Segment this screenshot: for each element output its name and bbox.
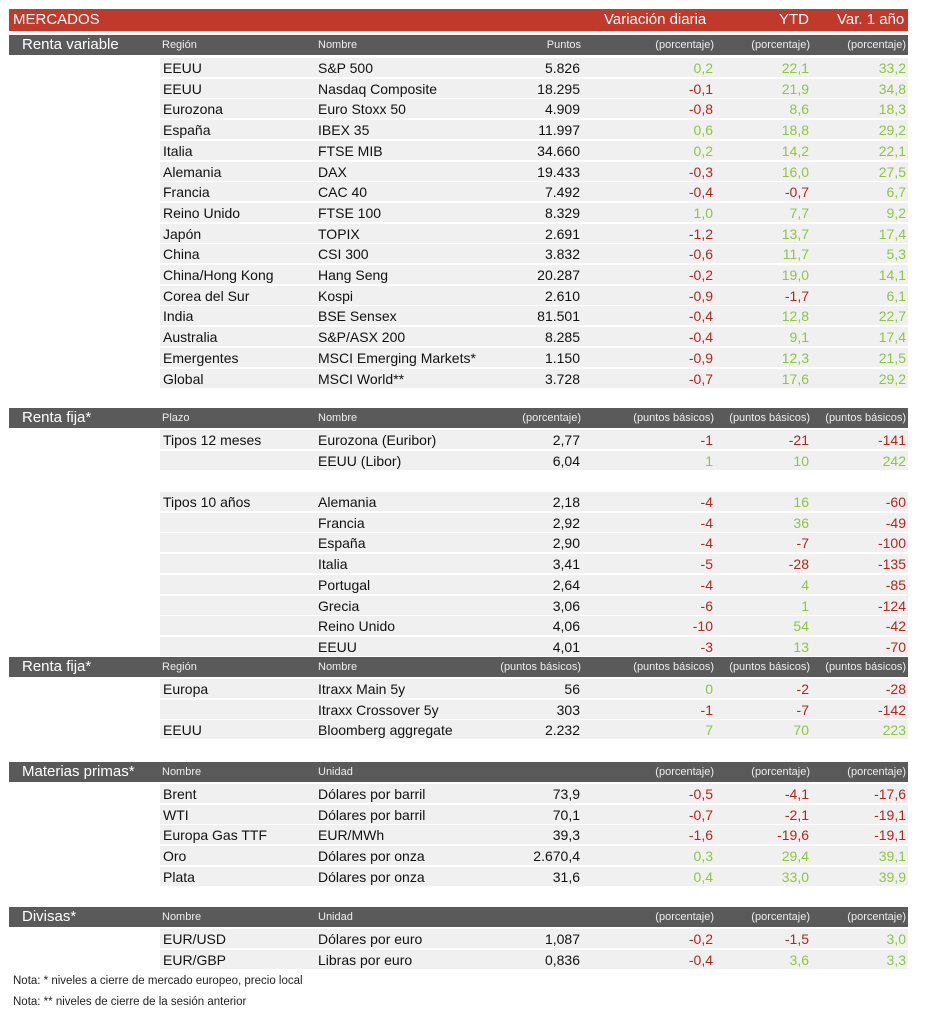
fx-section-header <box>9 907 908 927</box>
rates-cell-1: EEUU (Libor) <box>318 452 402 469</box>
fx-cell-1: Libras por euro <box>318 951 413 968</box>
credit-col-header-0: Región <box>162 661 197 673</box>
rates-cell-3: -1 <box>700 432 713 448</box>
commodities-col-header-4: (porcentaje) <box>751 766 810 778</box>
commodities-table-row <box>160 824 908 844</box>
equities-cell-1: FTSE 100 <box>318 204 382 221</box>
equities-cell-4: 13,7 <box>781 225 809 242</box>
credit-table-row <box>160 699 908 719</box>
equities-cell-1: Nasdaq Composite <box>318 80 438 97</box>
equities-cell-0: Alemania <box>163 163 222 180</box>
equities-cell-2: 20.287 <box>537 267 580 283</box>
equities-cell-2: 18.295 <box>537 80 580 97</box>
equities-table-row <box>160 57 908 77</box>
credit-cell-0: Europa <box>163 681 209 697</box>
credit-cell-4: 70 <box>793 722 809 739</box>
equities-cell-0: EEUU <box>163 60 202 76</box>
credit-cell-4: -2 <box>796 681 809 697</box>
credit-table-row <box>160 719 908 739</box>
equities-cell-4: 7,7 <box>789 204 809 221</box>
equities-cell-1: Euro Stoxx 50 <box>318 101 406 118</box>
rates-cell-3: -6 <box>700 597 713 614</box>
rates-cell-1: Italia <box>318 556 348 573</box>
fx-cell-3: -0,2 <box>688 931 713 947</box>
equities-cell-0: Italia <box>163 142 193 159</box>
equities-cell-4: 22,1 <box>781 60 809 76</box>
rates-cell-2: 4,06 <box>552 618 580 635</box>
credit-cell-2: 303 <box>556 701 580 718</box>
credit-title: Renta fija* <box>22 658 92 675</box>
equities-cell-3: -0,1 <box>688 80 713 97</box>
equities-cell-3: 1,0 <box>693 204 713 221</box>
rates-col-header-5: (puntos básicos) <box>825 412 906 424</box>
commodities-cell-1: Dólares por barril <box>318 806 426 823</box>
equities-table-row <box>160 140 908 160</box>
rates-table-row <box>160 615 908 635</box>
commodities-cell-2: 39,3 <box>552 827 580 844</box>
equities-cell-1: S&P 500 <box>318 60 374 76</box>
equities-cell-5: 34,8 <box>878 80 906 97</box>
fx-cell-3: -0,4 <box>688 951 713 968</box>
equities-cell-0: España <box>163 122 211 139</box>
equities-cell-5: 22,1 <box>878 142 906 159</box>
rates-table-row <box>160 595 908 615</box>
commodities-cell-1: Dólares por onza <box>318 848 425 865</box>
rates-cell-5: 242 <box>882 452 906 469</box>
rates-cell-4: -7 <box>796 535 809 552</box>
equities-cell-1: DAX <box>318 163 347 180</box>
equities-cell-0: EEUU <box>163 80 202 97</box>
rates-col-header-1: Nombre <box>318 412 358 424</box>
commodities-cell-0: Brent <box>163 786 197 802</box>
equities-cell-4: 17,6 <box>781 370 809 387</box>
equities-table-row <box>160 347 908 367</box>
commodities-cell-4: -4,1 <box>784 786 809 802</box>
fx-col-header-1: Unidad <box>318 911 353 923</box>
rates-cell-4: 10 <box>793 452 809 469</box>
equities-cell-2: 34.660 <box>537 142 580 159</box>
rates-cell-1: Reino Unido <box>318 618 396 635</box>
commodities-cell-4: 29,4 <box>781 848 809 865</box>
rates-cell-1: Grecia <box>318 597 360 614</box>
credit-cell-5: 223 <box>882 722 906 739</box>
commodities-cell-5: -17,6 <box>874 786 906 802</box>
equities-table-row <box>160 119 908 139</box>
rates-cell-4: 13 <box>793 638 809 655</box>
commodities-cell-2: 73,9 <box>552 786 580 802</box>
rates-cell-3: -4 <box>700 494 713 510</box>
equities-cell-0: Global <box>163 370 204 387</box>
rates-cell-5: -135 <box>877 556 906 573</box>
rates-cell-1: Portugal <box>318 576 371 593</box>
equities-cell-4: -0,7 <box>784 184 809 201</box>
footnote-1: Nota: * niveles a cierre de mercado europeo, precio local <box>13 975 303 987</box>
rates-col-header-2: (porcentaje) <box>522 412 581 424</box>
fx-cell-2: 1,087 <box>544 931 580 947</box>
commodities-col-header-5: (porcentaje) <box>847 766 906 778</box>
equities-cell-0: Emergentes <box>163 349 239 366</box>
equities-cell-5: 29,2 <box>878 122 906 139</box>
rates-cell-5: -70 <box>885 638 906 655</box>
credit-cell-5: -28 <box>885 681 906 697</box>
rates-table-row <box>160 429 908 449</box>
rates-cell-0: Tipos 10 años <box>163 494 251 510</box>
credit-cell-0: EEUU <box>163 722 202 739</box>
equities-cell-0: Corea del Sur <box>163 287 250 304</box>
equities-table-row <box>160 161 908 181</box>
commodities-table-row <box>160 845 908 865</box>
rates-cell-1: EEUU <box>318 638 357 655</box>
equities-cell-0: Francia <box>163 184 210 201</box>
credit-col-header-2: (puntos básicos) <box>500 661 581 673</box>
credit-col-header-1: Nombre <box>318 661 358 673</box>
commodities-col-header-1: Unidad <box>318 766 353 778</box>
equities-cell-1: S&P/ASX 200 <box>318 329 406 346</box>
equities-cell-5: 9,2 <box>886 204 906 221</box>
rates-cell-2: 2,18 <box>552 494 580 510</box>
equities-cell-4: -1,7 <box>784 287 809 304</box>
equities-cell-3: 0,2 <box>693 60 713 76</box>
equities-cell-4: 16,0 <box>781 163 809 180</box>
equities-cell-5: 17,4 <box>878 329 906 346</box>
commodities-cell-0: Plata <box>163 868 195 885</box>
equities-col-header-3: (porcentaje) <box>655 39 714 51</box>
equities-cell-3: -0,4 <box>688 308 713 325</box>
rates-cell-3: -10 <box>692 618 713 635</box>
equities-cell-2: 8.285 <box>544 329 580 346</box>
equities-cell-5: 22,7 <box>878 308 906 325</box>
equities-section-header <box>9 35 908 55</box>
commodities-cell-0: Oro <box>163 848 187 865</box>
equities-col-header-1: Nombre <box>318 39 358 51</box>
equities-title: Renta variable <box>22 36 119 53</box>
equities-cell-1: CAC 40 <box>318 184 368 201</box>
commodities-cell-3: -0,7 <box>688 806 713 823</box>
equities-cell-4: 9,1 <box>789 329 809 346</box>
equities-cell-3: -1,2 <box>688 225 713 242</box>
rates-cell-3: -5 <box>700 556 713 573</box>
fx-table-row <box>160 928 908 948</box>
fx-cell-4: 3,6 <box>789 951 809 968</box>
credit-cell-3: 0 <box>705 681 713 697</box>
equities-cell-1: BSE Sensex <box>318 308 397 325</box>
report-header <box>9 9 908 31</box>
equities-cell-0: Australia <box>163 329 218 346</box>
equities-cell-3: -0,3 <box>688 163 713 180</box>
commodities-cell-3: -0,5 <box>688 786 713 802</box>
credit-cell-2: 56 <box>564 681 580 697</box>
equities-cell-5: 5,3 <box>886 246 906 263</box>
credit-section-header <box>9 657 908 677</box>
equities-table-row <box>160 368 908 388</box>
commodities-cell-3: 0,3 <box>693 848 713 865</box>
rates-table-row <box>160 636 908 656</box>
rates-cell-4: 1 <box>801 597 809 614</box>
equities-col-header-4: (porcentaje) <box>751 39 810 51</box>
col-header-year: Var. 1 año <box>837 11 905 28</box>
equities-cell-0: Japón <box>163 225 202 242</box>
credit-cell-4: -7 <box>796 701 809 718</box>
rates-cell-2: 2,77 <box>552 432 580 448</box>
rates-cell-4: -28 <box>788 556 809 573</box>
commodities-cell-1: Dólares por onza <box>318 868 425 885</box>
rates-cell-5: -141 <box>877 432 906 448</box>
rates-cell-3: -4 <box>700 514 713 531</box>
commodities-col-header-0: Nombre <box>162 766 202 778</box>
equities-cell-4: 21,9 <box>781 80 809 97</box>
equities-table-row <box>160 202 908 222</box>
equities-cell-1: FTSE MIB <box>318 142 383 159</box>
equities-cell-0: China <box>163 246 200 263</box>
equities-cell-3: -0,6 <box>688 246 713 263</box>
rates-cell-1: Eurozona (Euribor) <box>318 432 437 448</box>
equities-cell-4: 11,7 <box>782 246 809 263</box>
footnote-2: Nota: ** niveles de cierre de la sesión anterior <box>13 996 247 1008</box>
rates-cell-5: -85 <box>885 576 906 593</box>
commodities-cell-4: 33,0 <box>781 868 809 885</box>
commodities-table-row <box>160 804 908 824</box>
rates-cell-4: -21 <box>788 432 809 448</box>
equities-table-row <box>160 243 908 263</box>
rates-cell-2: 2,90 <box>552 535 580 552</box>
equities-cell-1: MSCI Emerging Markets* <box>318 349 476 366</box>
rates-cell-2: 2,64 <box>552 576 580 593</box>
rates-cell-4: 16 <box>793 494 809 510</box>
equities-col-header-5: (porcentaje) <box>847 39 906 51</box>
equities-cell-2: 19.433 <box>537 163 580 180</box>
rates-cell-1: Francia <box>318 514 365 531</box>
equities-cell-4: 18,8 <box>781 122 809 139</box>
commodities-cell-1: EUR/MWh <box>318 827 385 844</box>
equities-cell-5: 33,2 <box>878 60 906 76</box>
commodities-cell-3: 0,4 <box>693 868 713 885</box>
rates-cell-5: -42 <box>885 618 906 635</box>
equities-cell-2: 8.329 <box>544 204 580 221</box>
rates-table-row <box>160 574 908 594</box>
equities-cell-2: 4.909 <box>544 101 580 118</box>
equities-cell-0: Reino Unido <box>163 204 241 221</box>
rates-cell-5: -124 <box>877 597 906 614</box>
rates-cell-2: 3,41 <box>552 556 580 573</box>
equities-cell-2: 3.728 <box>544 370 580 387</box>
fx-title: Divisas* <box>22 908 77 925</box>
equities-cell-1: MSCI World** <box>318 370 405 387</box>
commodities-cell-4: -2,1 <box>784 806 809 823</box>
commodities-col-header-3: (porcentaje) <box>655 766 714 778</box>
rates-cell-0: Tipos 12 meses <box>163 432 262 448</box>
fx-cell-0: EUR/GBP <box>163 951 227 968</box>
credit-cell-1: Itraxx Crossover 5y <box>318 701 439 718</box>
rates-cell-5: -60 <box>885 494 906 510</box>
equities-cell-5: 27,5 <box>878 163 906 180</box>
equities-cell-5: 6,7 <box>886 184 906 201</box>
rates-cell-4: 4 <box>801 576 809 593</box>
fx-cell-2: 0,836 <box>544 951 580 968</box>
commodities-cell-0: WTI <box>163 806 189 823</box>
fx-cell-5: 3,3 <box>886 951 906 968</box>
rates-cell-2: 4,01 <box>552 638 580 655</box>
equities-cell-0: China/Hong Kong <box>163 267 274 283</box>
rates-section-header <box>9 408 908 428</box>
equities-cell-1: IBEX 35 <box>318 122 370 139</box>
rates-title: Renta fija* <box>22 409 92 426</box>
equities-cell-2: 11.997 <box>538 122 580 139</box>
equities-cell-3: 0,2 <box>693 142 713 159</box>
equities-cell-2: 1.150 <box>544 349 580 366</box>
rates-cell-5: -100 <box>877 535 906 552</box>
commodities-cell-5: 39,1 <box>878 848 906 865</box>
commodities-cell-2: 2.670,4 <box>533 848 580 865</box>
equities-cell-5: 18,3 <box>878 101 906 118</box>
credit-table-row <box>160 678 908 698</box>
rates-cell-3: 1 <box>705 452 713 469</box>
fx-col-header-3: (porcentaje) <box>655 911 714 923</box>
rates-cell-3: -4 <box>700 576 713 593</box>
credit-col-header-3: (puntos básicos) <box>633 661 714 673</box>
equities-cell-4: 8,6 <box>789 101 809 118</box>
rates-cell-4: 36 <box>793 514 809 531</box>
rates-cell-5: -49 <box>885 514 906 531</box>
equities-cell-5: 14,1 <box>878 267 906 283</box>
fx-col-header-5: (porcentaje) <box>847 911 906 923</box>
equities-cell-4: 19,0 <box>781 267 809 283</box>
credit-cell-1: Itraxx Main 5y <box>318 681 406 697</box>
credit-col-header-5: (puntos básicos) <box>825 661 906 673</box>
col-header-daily: Variación diaria <box>604 11 707 28</box>
commodities-cell-1: Dólares por barril <box>318 786 426 802</box>
equities-table-row <box>160 181 908 201</box>
commodities-cell-3: -1,6 <box>688 827 713 844</box>
rates-cell-2: 2,92 <box>552 514 580 531</box>
equities-cell-5: 29,2 <box>878 370 906 387</box>
commodities-cell-5: -19,1 <box>874 827 906 844</box>
fx-cell-5: 3,0 <box>886 931 906 947</box>
equities-table-row <box>160 326 908 346</box>
rates-col-header-0: Plazo <box>162 412 190 424</box>
rates-table-row <box>160 553 908 573</box>
equities-cell-3: -0,9 <box>688 287 713 304</box>
equities-cell-5: 17,4 <box>878 225 906 242</box>
equities-cell-3: 0,6 <box>693 122 713 139</box>
rates-col-header-3: (puntos básicos) <box>633 412 714 424</box>
equities-cell-2: 5.826 <box>544 60 580 76</box>
equities-cell-3: -0,4 <box>688 184 713 201</box>
equities-table-row <box>160 285 908 305</box>
equities-cell-2: 7.492 <box>544 184 580 201</box>
commodities-table-row <box>160 783 908 803</box>
equities-cell-4: 12,8 <box>781 308 809 325</box>
equities-cell-3: -0,8 <box>688 101 713 118</box>
report-title: MERCADOS <box>13 11 100 28</box>
equities-cell-5: 21,5 <box>878 349 906 366</box>
rates-table-row <box>160 512 908 532</box>
commodities-cell-4: -19,6 <box>777 827 809 844</box>
rates-cell-1: España <box>318 535 366 552</box>
equities-cell-0: India <box>163 308 194 325</box>
equities-cell-5: 6,1 <box>886 287 906 304</box>
fx-col-header-4: (porcentaje) <box>751 911 810 923</box>
commodities-cell-5: -19,1 <box>874 806 906 823</box>
rates-table-row <box>160 532 908 552</box>
equities-table-row <box>160 78 908 98</box>
equities-cell-2: 81.501 <box>537 308 580 325</box>
credit-cell-3: -1 <box>700 701 713 718</box>
equities-cell-3: -0,9 <box>688 349 713 366</box>
fx-cell-4: -1,5 <box>784 931 809 947</box>
equities-cell-4: 14,2 <box>781 142 809 159</box>
credit-col-header-4: (puntos básicos) <box>729 661 810 673</box>
equities-cell-1: TOPIX <box>318 225 360 242</box>
col-header-ytd: YTD <box>779 11 809 28</box>
credit-cell-5: -142 <box>877 701 906 718</box>
equities-table-row <box>160 223 908 243</box>
equities-cell-2: 2.691 <box>544 225 580 242</box>
equities-col-header-0: Región <box>162 39 197 51</box>
equities-cell-0: Eurozona <box>163 101 223 118</box>
equities-cell-3: -0,4 <box>688 329 713 346</box>
commodities-cell-5: 39,9 <box>878 868 906 885</box>
equities-cell-1: Hang Seng <box>318 267 389 283</box>
rates-cell-3: -4 <box>700 535 713 552</box>
equities-cell-2: 3.832 <box>544 246 580 263</box>
fx-col-header-0: Nombre <box>162 911 202 923</box>
rates-col-header-4: (puntos básicos) <box>729 412 810 424</box>
commodities-cell-0: Europa Gas TTF <box>163 827 268 844</box>
credit-cell-1: Bloomberg aggregate <box>318 722 453 739</box>
equities-cell-2: 2.610 <box>544 287 580 304</box>
equities-cell-3: -0,7 <box>688 370 713 387</box>
equities-cell-1: Kospi <box>318 287 354 304</box>
equities-cell-1: CSI 300 <box>318 246 369 263</box>
commodities-table-row <box>160 866 908 886</box>
rates-cell-4: 54 <box>793 618 809 635</box>
equities-table-row <box>160 98 908 118</box>
rates-cell-2: 6,04 <box>552 452 580 469</box>
fx-cell-1: Dólares por euro <box>318 931 423 947</box>
credit-cell-3: 7 <box>705 722 713 739</box>
equities-table-row <box>160 305 908 325</box>
equities-cell-3: -0,2 <box>688 267 713 283</box>
equities-table-row <box>160 264 908 284</box>
rates-table-row <box>160 491 908 511</box>
commodities-title: Materias primas* <box>22 763 135 780</box>
equities-cell-4: 12,3 <box>781 349 809 366</box>
credit-cell-2: 2.232 <box>544 722 580 739</box>
commodities-cell-2: 31,6 <box>552 868 580 885</box>
fx-table-row <box>160 949 908 969</box>
commodities-cell-2: 70,1 <box>552 806 580 823</box>
commodities-section-header <box>9 762 908 782</box>
rates-table-row <box>160 450 908 470</box>
rates-cell-1: Alemania <box>318 494 377 510</box>
rates-cell-2: 3,06 <box>552 597 580 614</box>
fx-cell-0: EUR/USD <box>163 931 227 947</box>
equities-col-header-2: Puntos <box>546 39 581 51</box>
rates-cell-3: -3 <box>700 638 713 655</box>
